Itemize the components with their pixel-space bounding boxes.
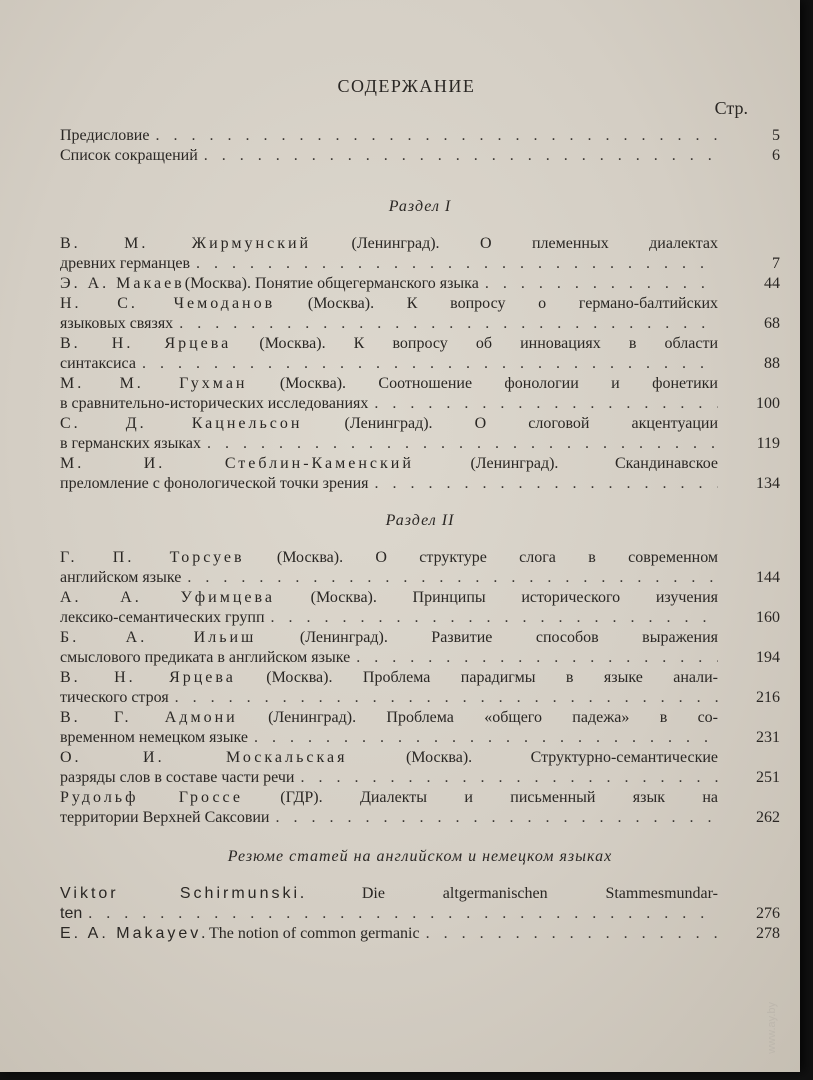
page-number: 144 — [756, 569, 780, 586]
toc-entry — [60, 334, 780, 374]
entry-title-continued: лексико-семантических групп — [60, 609, 265, 626]
entry-author: В. Н. Ярцева — [60, 669, 236, 686]
toc-entry — [60, 748, 780, 788]
entry-author: В. М. Жирмунский — [60, 235, 312, 252]
entry-title: (Москва). Понятие общегерманского языка — [184, 275, 479, 292]
entry-title-continued: английском языке — [60, 569, 182, 586]
toc-entry — [60, 588, 780, 628]
toc-entry — [60, 374, 780, 414]
entry-author: Э. А. Макаев — [60, 275, 185, 292]
entry-author: В. Н. Ярцева — [60, 335, 232, 352]
entry-title-continued: древних германцев — [60, 255, 191, 272]
entry-title-continued: преломление с фонологической точки зрения — [60, 475, 369, 492]
page-number: 5 — [772, 127, 780, 144]
page-number: 216 — [756, 689, 780, 706]
entry-author: Рудольф Гроссе — [60, 789, 243, 806]
entry-title-continued: в германских языках — [60, 435, 201, 452]
page-number: 251 — [756, 769, 780, 786]
entry-title: (Ленинград). Скандинавское — [470, 455, 718, 472]
entry-title: (Москва). К вопросу об инновациях в области — [259, 335, 718, 352]
entry-author: Г. П. Торсуев — [60, 549, 245, 566]
entry-author: Б. А. Ильиш — [60, 629, 257, 646]
entry-title: . The notion of common germanic — [201, 925, 420, 942]
page-number: 7 — [772, 255, 780, 272]
entry-title: (Москва). О структуре слога в современном — [276, 549, 718, 566]
entry-title: (Москва). Принципы исторического изучения — [310, 589, 718, 606]
entry-title: (Ленинград). О племенных диалектах — [351, 235, 718, 252]
page-number: 231 — [756, 729, 780, 746]
page-number: 262 — [756, 809, 780, 826]
entry-title: (Москва). Структурно-семантические — [405, 749, 718, 766]
section-2-entries — [60, 548, 780, 828]
page-number: 100 — [756, 395, 780, 412]
entry-author: А. А. Уфимцева — [60, 589, 275, 606]
front-matter — [60, 126, 780, 166]
page-title: СОДЕРЖАНИЕ — [337, 76, 476, 96]
entry-title: (Москва). Проблема парадигмы в языке анали- — [266, 669, 718, 686]
entry-title-continued: разряды слов в составе части речи — [60, 769, 295, 786]
toc-entry — [60, 884, 780, 924]
toc-entry — [60, 924, 780, 944]
entry-title: (ГДР). Диалекты и письменный язык на — [280, 789, 718, 806]
page-number: 276 — [756, 905, 780, 922]
page-number: 160 — [756, 609, 780, 626]
page-number: 6 — [772, 147, 780, 164]
toc-entry — [60, 788, 780, 828]
toc-entry — [60, 294, 780, 334]
entry-title-continued: ten — [60, 905, 83, 922]
page-number: 134 — [756, 475, 780, 492]
toc-entry — [60, 708, 780, 748]
entry-title-continued: временном немецком языке — [60, 729, 248, 746]
section-2 — [60, 512, 780, 828]
page-number: 278 — [756, 925, 780, 942]
section-heading: Резюме статей на английском и немецком языках — [227, 848, 613, 865]
toc-entry — [60, 454, 780, 494]
toc-entry — [60, 668, 780, 708]
page-number: 88 — [764, 355, 780, 372]
toc-entry — [60, 234, 780, 274]
entry-author: Н. С. Чемоданов — [60, 295, 276, 312]
entry-author: Viktor Schirmunski — [60, 885, 301, 902]
page-number: 68 — [764, 315, 780, 332]
entry-title-continued: смыслового предиката в английском языке — [60, 649, 351, 666]
section-3 — [60, 848, 780, 944]
entry-author: В. Г. Адмони — [60, 709, 238, 726]
entry-title: (Москва). К вопросу о германо-балтийских — [307, 295, 718, 312]
toc-entry — [60, 548, 780, 588]
section-3-entries — [60, 884, 780, 944]
toc-entry: Предисловие . . . 5 — [60, 126, 780, 146]
page-number: 194 — [756, 649, 780, 666]
entry-title-continued: тического строя — [60, 689, 169, 706]
entry-title-continued: территории Верхней Саксовии — [60, 809, 270, 826]
section-1 — [60, 198, 780, 494]
section-1-entries — [60, 234, 780, 494]
section-heading: Раздел II — [385, 512, 455, 529]
page-number: 44 — [764, 275, 780, 292]
page-column-header: Стр. — [714, 98, 748, 118]
page-number: 119 — [756, 435, 780, 452]
entry-title-continued: языковых связях — [60, 315, 174, 332]
entry-title-continued: синтаксиса — [60, 355, 136, 372]
entry-author: О. И. Москальская — [60, 749, 348, 766]
section-heading: Раздел I — [388, 198, 452, 215]
entry-author: E. A. Makayev — [60, 925, 202, 942]
entry-title-continued: в сравнительно-исторических исследованиях — [60, 395, 369, 412]
entry-title: (Москва). Соотношение фонологии и фонетики — [279, 375, 718, 392]
watermark: www.ay.by — [766, 1002, 778, 1054]
entry-title: (Ленинград). Проблема «общего падежа» в со- — [268, 709, 718, 726]
entry-author: М. М. Гухман — [60, 375, 248, 392]
toc-entry — [60, 414, 780, 454]
entry-author: С. Д. Кацнельсон — [60, 415, 303, 432]
entry-author: М. И. Стеблин-Каменский — [60, 455, 414, 472]
entry-title: . Die altgermanischen Stammesmundar- — [300, 885, 718, 902]
entry-title: (Ленинград). О слоговой акцентуации — [344, 415, 718, 432]
toc-entry — [60, 628, 780, 668]
entry-title: (Ленинград). Развитие способов выражения — [299, 629, 718, 646]
toc-entry — [60, 274, 780, 294]
toc-entry: Список сокращений . . . 6 — [60, 146, 780, 166]
